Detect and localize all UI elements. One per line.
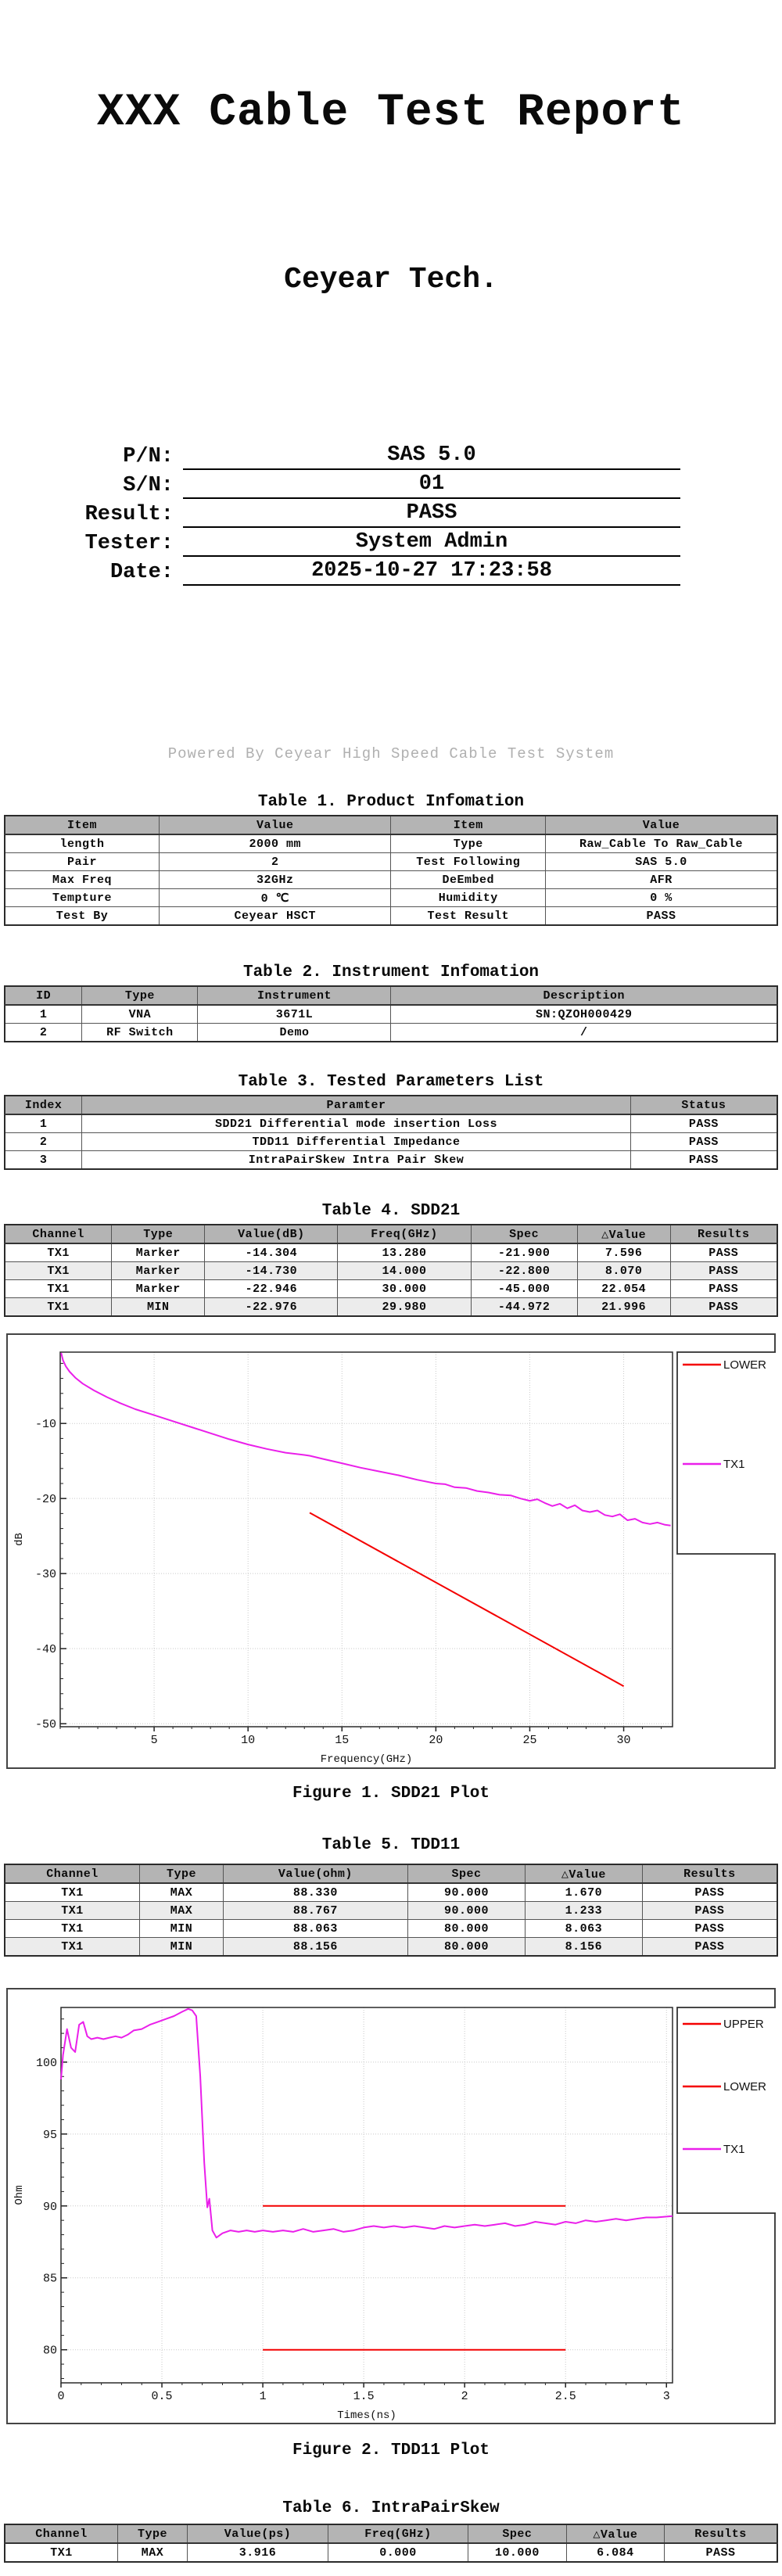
- field-row-pn: [0, 441, 782, 470]
- header-cell: Results: [642, 1864, 777, 1883]
- cell: 2: [5, 1133, 82, 1151]
- legend-box: [677, 1352, 776, 1554]
- cell: Tempture: [5, 889, 160, 907]
- table-row: [5, 1133, 777, 1151]
- header-cell: Channel: [5, 2524, 117, 2543]
- cell: TX1: [5, 1280, 112, 1298]
- table-header-row: [5, 1225, 777, 1243]
- table-row: [5, 1262, 777, 1280]
- table-row: [5, 1151, 777, 1170]
- header-cell: △Value: [525, 1864, 642, 1883]
- sdd21-plot: [6, 1333, 776, 1769]
- cell: PASS: [670, 1298, 777, 1317]
- cell: TX1: [5, 1298, 112, 1317]
- field-value: System Admin: [183, 529, 680, 557]
- cell: 90.000: [408, 1902, 526, 1920]
- y-tick-label: -40: [34, 1643, 56, 1657]
- cell: 3.916: [188, 2543, 328, 2562]
- legend-label: LOWER: [723, 2080, 767, 2093]
- cell: -21.900: [471, 1243, 577, 1262]
- cell: PASS: [642, 1920, 777, 1938]
- x-tick-label: 2.5: [554, 2390, 576, 2403]
- cell: 88.156: [223, 1938, 407, 1957]
- header-cell: Results: [670, 1225, 777, 1243]
- table-row: [5, 907, 777, 926]
- table-header-row: [5, 986, 777, 1005]
- cell: -22.800: [471, 1262, 577, 1280]
- header-cell: Freq(GHz): [328, 2524, 468, 2543]
- x-tick-label: 0: [57, 2390, 65, 2403]
- cell: length: [5, 834, 160, 853]
- header-cell: Value(ohm): [223, 1864, 407, 1883]
- cell: RF Switch: [82, 1024, 198, 1042]
- figure2-caption: Figure 2. TDD11 Plot: [292, 2441, 490, 2459]
- instrument-info-table: [4, 985, 778, 1042]
- cell: 80.000: [408, 1938, 526, 1957]
- tdd11-figure: [6, 1988, 776, 2428]
- legend-box: [677, 2007, 776, 2213]
- legend-label: TX1: [723, 1458, 745, 1471]
- header-cell: Freq(GHz): [338, 1225, 471, 1243]
- figure1-caption: Figure 1. SDD21 Plot: [292, 1785, 490, 1803]
- cell: 88.330: [223, 1883, 407, 1902]
- cell: DeEmbed: [391, 871, 546, 889]
- header-cell: Value(dB): [205, 1225, 338, 1243]
- field-row-date: [0, 557, 782, 586]
- legend-label: LOWER: [723, 1358, 767, 1372]
- cell: Marker: [112, 1280, 205, 1298]
- table-row: [5, 1114, 777, 1133]
- table-row: [5, 834, 777, 853]
- header-cell: Item: [391, 816, 546, 834]
- cell: -22.946: [205, 1280, 338, 1298]
- header-cell: Channel: [5, 1864, 140, 1883]
- sdd21-table: [4, 1224, 778, 1317]
- header-cell: Spec: [471, 1225, 577, 1243]
- cell: 1: [5, 1114, 82, 1133]
- header-cell: Type: [117, 2524, 187, 2543]
- cell: 14.000: [338, 1262, 471, 1280]
- field-value: SAS 5.0: [183, 443, 680, 470]
- table-header-row: [5, 816, 777, 834]
- cell: TX1: [5, 2543, 117, 2562]
- cell: Humidity: [391, 889, 546, 907]
- table-row: [5, 2543, 777, 2562]
- table2-heading: Table 2. Instrument Infomation: [242, 963, 540, 981]
- y-tick-label: 100: [35, 2056, 57, 2070]
- table-row: [5, 853, 777, 871]
- field-value: 2025-10-27 17:23:58: [183, 558, 680, 586]
- y-tick-label: 85: [42, 2272, 57, 2286]
- cell: Marker: [112, 1243, 205, 1262]
- cell: -22.976: [205, 1298, 338, 1317]
- cell: 22.054: [577, 1280, 670, 1298]
- x-tick-label: 1: [259, 2390, 267, 2403]
- header-cell: Paramter: [82, 1096, 630, 1114]
- table3-heading: Table 3. Tested Parameters List: [238, 1073, 544, 1091]
- cell: Ceyear HSCT: [160, 907, 391, 926]
- table-row: [5, 1938, 777, 1957]
- cell: 0 ℃: [160, 889, 391, 907]
- cell: 1.670: [525, 1883, 642, 1902]
- table5-heading: Table 5. TDD11: [321, 1836, 461, 1854]
- cell: PASS: [642, 1902, 777, 1920]
- cell: 2: [160, 853, 391, 871]
- y-tick-label: 95: [42, 2128, 57, 2142]
- cell: SN:QZOH000429: [391, 1005, 777, 1024]
- field-value: 01: [183, 472, 680, 499]
- header-cell: Spec: [408, 1864, 526, 1883]
- tdd11-table: [4, 1864, 778, 1957]
- table-row: [5, 1298, 777, 1317]
- cell: 8.070: [577, 1262, 670, 1280]
- cell: 8.156: [525, 1938, 642, 1957]
- x-tick-label: 30: [616, 1734, 631, 1747]
- field-row-result: [0, 499, 782, 528]
- header-cell: Value: [160, 816, 391, 834]
- x-tick-label: 3: [662, 2390, 670, 2403]
- cell: 3671L: [198, 1005, 391, 1024]
- cell: MAX: [140, 1883, 224, 1902]
- cell: AFR: [546, 871, 777, 889]
- legend-label: TX1: [723, 2143, 745, 2156]
- field-value: PASS: [183, 500, 680, 528]
- y-tick-label: 90: [42, 2200, 57, 2214]
- cell: /: [391, 1024, 777, 1042]
- x-tick-label: 25: [522, 1734, 537, 1747]
- header-cell: Description: [391, 986, 777, 1005]
- header-cell: △Value: [566, 2524, 664, 2543]
- x-tick-label: 5: [150, 1734, 158, 1747]
- header-cell: Type: [140, 1864, 224, 1883]
- cell: -45.000: [471, 1280, 577, 1298]
- cell: Marker: [112, 1262, 205, 1280]
- cell: 2: [5, 1024, 82, 1042]
- header-cell: Results: [665, 2524, 777, 2543]
- cell: MIN: [112, 1298, 205, 1317]
- cell: PASS: [642, 1883, 777, 1902]
- cell: PASS: [670, 1280, 777, 1298]
- cell: 2000 mm: [160, 834, 391, 853]
- y-tick-label: 80: [42, 2344, 57, 2358]
- x-axis-label: Times(ns): [337, 2409, 396, 2422]
- cell: 1: [5, 1005, 82, 1024]
- table-row: [5, 871, 777, 889]
- x-axis-label: Frequency(GHz): [320, 1753, 413, 1766]
- cell: PASS: [630, 1133, 777, 1151]
- powered-by-text: Powered By Ceyear High Speed Cable Test System: [167, 745, 615, 762]
- tested-parameters-table: [4, 1095, 778, 1170]
- cell: 88.767: [223, 1902, 407, 1920]
- cell: 30.000: [338, 1280, 471, 1298]
- cell: Test By: [5, 907, 160, 926]
- table-row: [5, 1024, 777, 1042]
- x-tick-label: 1.5: [353, 2390, 375, 2403]
- y-axis-label: dB: [13, 1533, 26, 1546]
- cell: TX1: [5, 1902, 140, 1920]
- cell: SAS 5.0: [546, 853, 777, 871]
- cell: TX1: [5, 1262, 112, 1280]
- cell: PASS: [670, 1243, 777, 1262]
- cell: 32GHz: [160, 871, 391, 889]
- cell: PASS: [665, 2543, 777, 2562]
- header-cell: Instrument: [198, 986, 391, 1005]
- cell: 8.063: [525, 1920, 642, 1938]
- cell: -44.972: [471, 1298, 577, 1317]
- header-cell: Value: [546, 816, 777, 834]
- table-header-row: [5, 1864, 777, 1883]
- field-label: Tester:: [84, 532, 174, 555]
- header-cell: ID: [5, 986, 82, 1005]
- header-cell: Value(ps): [188, 2524, 328, 2543]
- table-row: [5, 1902, 777, 1920]
- product-info-table: [4, 815, 778, 926]
- table-row: [5, 1920, 777, 1938]
- cell: MIN: [140, 1920, 224, 1938]
- x-tick-label: 10: [241, 1734, 256, 1747]
- y-tick-label: -50: [34, 1718, 56, 1732]
- cell: MAX: [140, 1902, 224, 1920]
- field-label: Result:: [84, 503, 174, 526]
- cell: TX1: [5, 1938, 140, 1957]
- cell: 7.596: [577, 1243, 670, 1262]
- sdd21-figure: [6, 1333, 776, 1773]
- header-cell: Type: [82, 986, 198, 1005]
- field-label: S/N:: [123, 474, 174, 497]
- table-row: [5, 1883, 777, 1902]
- cell: 80.000: [408, 1920, 526, 1938]
- x-tick-label: 20: [429, 1734, 443, 1747]
- x-tick-label: 2: [461, 2390, 468, 2403]
- cell: PASS: [670, 1262, 777, 1280]
- cell: TDD11 Differential Impedance: [82, 1133, 630, 1151]
- cell: SDD21 Differential mode insertion Loss: [82, 1114, 630, 1133]
- cell: TX1: [5, 1920, 140, 1938]
- table1-heading: Table 1. Product Infomation: [257, 793, 525, 811]
- cell: TX1: [5, 1883, 140, 1902]
- field-row-sn: [0, 470, 782, 499]
- report-title: XXX Cable Test Report: [97, 88, 685, 138]
- legend-label: UPPER: [723, 2018, 764, 2031]
- header-cell: Spec: [468, 2524, 566, 2543]
- field-label: Date:: [109, 561, 174, 584]
- table-header-row: [5, 2524, 777, 2543]
- cell: 21.996: [577, 1298, 670, 1317]
- cell: Pair: [5, 853, 160, 871]
- table-row: [5, 1280, 777, 1298]
- cell: -14.730: [205, 1262, 338, 1280]
- cell: 0.000: [328, 2543, 468, 2562]
- header-cell: Item: [5, 816, 160, 834]
- cell: 90.000: [408, 1883, 526, 1902]
- table-header-row: [5, 1096, 777, 1114]
- x-tick-label: 15: [335, 1734, 350, 1747]
- cell: Test Result: [391, 907, 546, 926]
- field-row-tester: [0, 528, 782, 557]
- cell: Max Freq: [5, 871, 160, 889]
- cell: 3: [5, 1151, 82, 1170]
- cell: PASS: [642, 1938, 777, 1957]
- cell: 29.980: [338, 1298, 471, 1317]
- company-name: Ceyear Tech.: [284, 263, 498, 296]
- table-row: [5, 889, 777, 907]
- table-row: [5, 1005, 777, 1024]
- cell: 13.280: [338, 1243, 471, 1262]
- table4-heading: Table 4. SDD21: [321, 1202, 461, 1220]
- figure-border: [7, 1334, 775, 1768]
- header-cell: Type: [112, 1225, 205, 1243]
- header-cell: Status: [630, 1096, 777, 1114]
- cell: Demo: [198, 1024, 391, 1042]
- cell: Type: [391, 834, 546, 853]
- table-row: [5, 1243, 777, 1262]
- cell: VNA: [82, 1005, 198, 1024]
- table6-heading: Table 6. IntraPairSkew: [282, 2499, 500, 2517]
- cell: PASS: [630, 1151, 777, 1170]
- header-cell: △Value: [577, 1225, 670, 1243]
- cell: Raw_Cable To Raw_Cable: [546, 834, 777, 853]
- cell: 6.084: [566, 2543, 664, 2562]
- cell: MAX: [117, 2543, 187, 2562]
- cell: MIN: [140, 1938, 224, 1957]
- cell: IntraPairSkew Intra Pair Skew: [82, 1151, 630, 1170]
- cell: TX1: [5, 1243, 112, 1262]
- field-label: P/N:: [123, 445, 174, 468]
- cell: 88.063: [223, 1920, 407, 1938]
- cell: 10.000: [468, 2543, 566, 2562]
- intrapairskew-table: [4, 2524, 778, 2563]
- cell: PASS: [630, 1114, 777, 1133]
- x-tick-label: 0.5: [151, 2390, 173, 2403]
- report-fields: [0, 441, 782, 586]
- y-tick-label: -10: [34, 1418, 56, 1432]
- cell: 1.233: [525, 1902, 642, 1920]
- header-cell: Index: [5, 1096, 82, 1114]
- cell: 0 %: [546, 889, 777, 907]
- cell: PASS: [546, 907, 777, 926]
- y-axis-label: Ohm: [13, 2185, 26, 2205]
- cell: -14.304: [205, 1243, 338, 1262]
- tdd11-plot: [6, 1988, 776, 2424]
- y-tick-label: -20: [34, 1493, 56, 1507]
- cell: Test Following: [391, 853, 546, 871]
- y-tick-label: -30: [34, 1568, 56, 1582]
- header-cell: Channel: [5, 1225, 112, 1243]
